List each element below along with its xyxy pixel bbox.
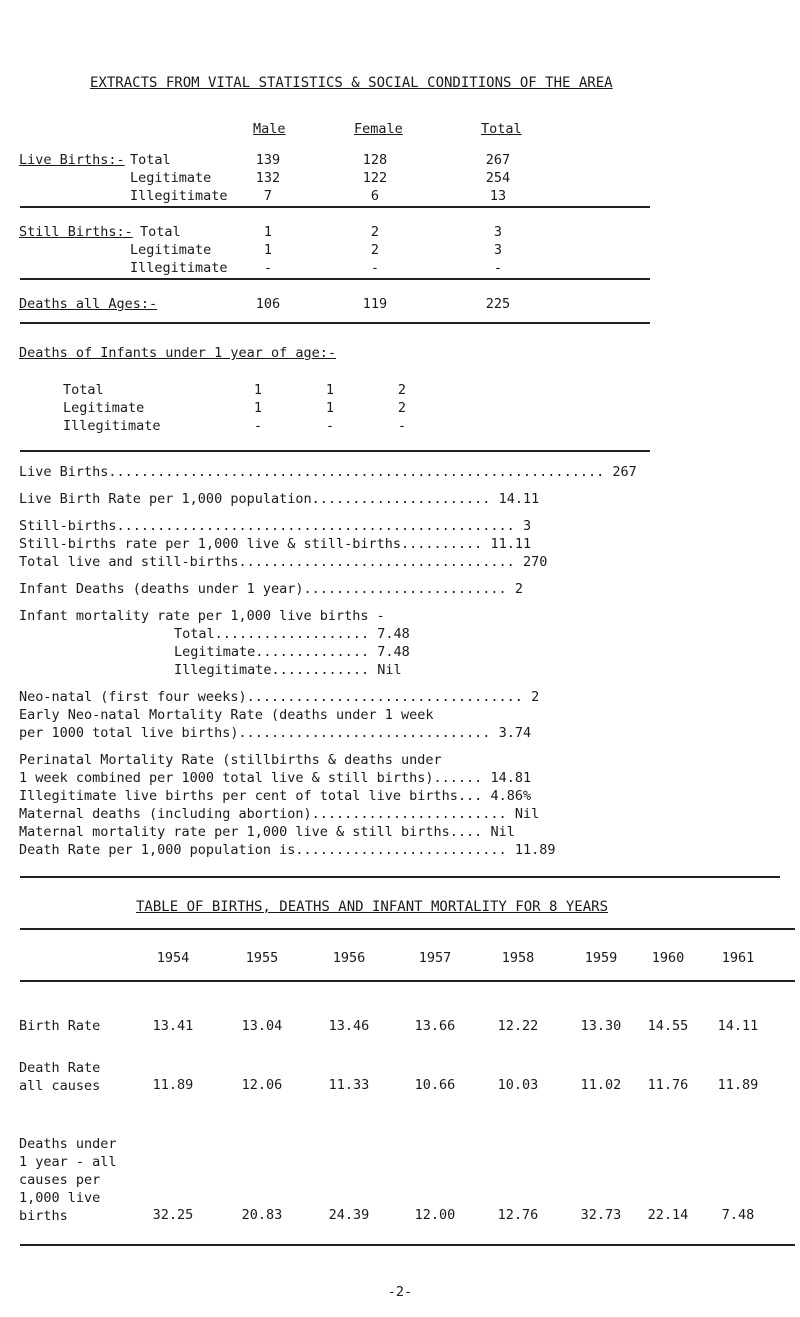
stat-line: Total................... 7.48 [174,626,410,642]
table-cell: 10.66 [414,1077,456,1093]
live-births-legit-male: 132 [255,170,281,186]
stat-line: Early Neo-natal Mortality Rate (deaths under 1 week [19,707,434,723]
infant-total-male: 1 [253,382,263,398]
stat-line: Infant mortality rate per 1,000 live births - [19,608,385,624]
infant-illegit-female: - [325,418,335,434]
still-births-total-female: 2 [370,224,380,240]
stat-line: Still-births rate per 1,000 live & still-births.......... 11.11 [19,536,532,552]
infant-deaths-heading: Deaths of Infants under 1 year of age:- [19,345,336,361]
table-title: TABLE OF BIRTHS, DEATHS AND INFANT MORTALITY FOR 8 YEARS [136,899,609,915]
table-cell: 11.89 [152,1077,194,1093]
infant-deaths-total-label: Total [63,382,104,398]
still-births-illegit-label: Illegitimate [130,260,228,276]
table-cell: 12.76 [497,1207,539,1223]
still-births-heading: Still Births:- [19,224,133,240]
still-births-total-total: 3 [493,224,503,240]
deaths-total: 225 [485,296,511,312]
stat-line: Maternal deaths (including abortion)........................ Nil [19,806,540,822]
table-cell: 11.76 [647,1077,689,1093]
col-header-total: Total [481,121,522,137]
divider [20,450,650,452]
table-cell: 13.41 [152,1018,194,1034]
table-cell: 14.11 [717,1018,759,1034]
table-cell: 13.30 [580,1018,622,1034]
still-births-total-label: Total [140,224,181,240]
stat-line: Infant Deaths (deaths under 1 year)......................... 2 [19,581,523,597]
deaths-male: 106 [255,296,281,312]
col-header-male: Male [253,121,286,137]
still-births-legit-label: Legitimate [130,242,212,258]
infant-deaths-legit-label: Legitimate [63,400,145,416]
table-cell: 14.55 [647,1018,689,1034]
still-births-legit-male: 1 [263,242,273,258]
infant-total-total: 2 [397,382,407,398]
year-header: 1954 [156,950,190,966]
live-births-illegit-female: 6 [370,188,380,204]
infant-illegit-male: - [253,418,263,434]
year-header: 1960 [651,950,685,966]
infant-legit-male: 1 [253,400,263,416]
table-cell: 10.03 [497,1077,539,1093]
row-label-infant-deaths: Deaths under 1 year - all causes per 1,000 live births [19,1136,117,1224]
live-births-legit-female: 122 [362,170,388,186]
year-header: 1955 [245,950,279,966]
stat-line: Total live and still-births.................................. 270 [19,554,548,570]
year-header: 1958 [501,950,535,966]
table-cell: 22.14 [647,1207,689,1223]
year-header: 1961 [721,950,755,966]
divider [20,278,650,280]
infant-legit-total: 2 [397,400,407,416]
live-births-total-female: 128 [362,152,388,168]
live-births-legit-label: Legitimate [130,170,212,186]
page-title: EXTRACTS FROM VITAL STATISTICS & SOCIAL CONDITIONS OF THE AREA [90,75,613,91]
still-births-legit-female: 2 [370,242,380,258]
live-births-heading: Live Births:- [19,152,125,168]
divider [20,1244,795,1246]
live-births-total-label: Total [130,152,171,168]
stat-line: Legitimate.............. 7.48 [174,644,410,660]
deaths-female: 119 [362,296,388,312]
infant-total-female: 1 [325,382,335,398]
table-cell: 12.22 [497,1018,539,1034]
divider [20,206,650,208]
live-births-illegit-total: 13 [489,188,507,204]
still-births-illegit-total: - [493,260,503,276]
still-births-total-male: 1 [263,224,273,240]
table-cell: 32.73 [580,1207,622,1223]
still-births-legit-total: 3 [493,242,503,258]
still-births-illegit-female: - [370,260,380,276]
divider [20,876,780,878]
row-label-birth-rate: Birth Rate [19,1018,101,1034]
page-number: -2- [387,1284,413,1300]
deaths-all-ages-heading: Deaths all Ages:- [19,296,158,312]
stat-line: Death Rate per 1,000 population is.......................... 11.89 [19,842,556,858]
table-cell: 11.33 [328,1077,370,1093]
col-header-female: Female [354,121,403,137]
table-cell: 11.89 [717,1077,759,1093]
year-header: 1956 [332,950,366,966]
table-cell: 7.48 [721,1207,755,1223]
divider [20,928,795,930]
stat-line: Live Birth Rate per 1,000 population...................... 14.11 [19,491,540,507]
live-births-illegit-label: Illegitimate [130,188,228,204]
divider [20,980,795,982]
stat-line: Still-births................................................. 3 [19,518,532,534]
still-births-illegit-male: - [263,260,273,276]
divider [20,322,650,324]
table-cell: 32.25 [152,1207,194,1223]
year-header: 1959 [584,950,618,966]
infant-deaths-illegit-label: Illegitimate [63,418,161,434]
table-cell: 24.39 [328,1207,370,1223]
stat-line: Live Births............................................................. 267 [19,464,637,480]
table-cell: 12.00 [414,1207,456,1223]
stat-line: Neo-natal (first four weeks).................................. 2 [19,689,540,705]
table-cell: 13.46 [328,1018,370,1034]
live-births-total-total: 267 [485,152,511,168]
stat-line: Illegitimate............ Nil [174,662,402,678]
stat-line: Illegitimate live births per cent of total live births... 4.86% [19,788,532,804]
stat-line: Maternal mortality rate per 1,000 live & still births.... Nil [19,824,515,840]
live-births-total-male: 139 [255,152,281,168]
stat-line: 1 week combined per 1000 total live & still births)...... 14.81 [19,770,532,786]
stat-line: Perinatal Mortality Rate (stillbirths & deaths under [19,752,442,768]
stat-line: per 1000 total live births)............................... 3.74 [19,725,532,741]
infant-illegit-total: - [397,418,407,434]
table-cell: 20.83 [241,1207,283,1223]
table-cell: 12.06 [241,1077,283,1093]
year-header: 1957 [418,950,452,966]
infant-legit-female: 1 [325,400,335,416]
live-births-illegit-male: 7 [263,188,273,204]
live-births-legit-total: 254 [485,170,511,186]
table-cell: 13.66 [414,1018,456,1034]
row-label-death-rate: Death Rate all causes [19,1060,101,1094]
table-cell: 13.04 [241,1018,283,1034]
table-cell: 11.02 [580,1077,622,1093]
